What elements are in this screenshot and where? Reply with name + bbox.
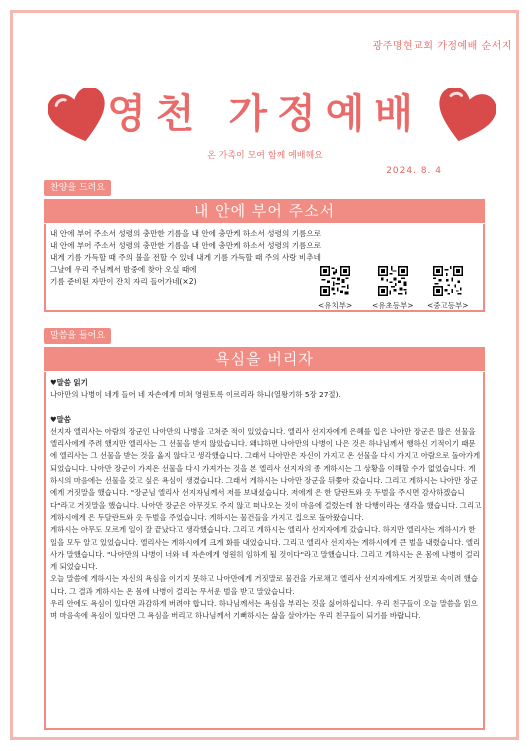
page-title: 영천 가정예배 bbox=[107, 91, 423, 137]
lyric-line: 내 안에 부어 주소서 성령의 충만한 기름을 내 안에 충만케 하소서 성령의 기름으로 bbox=[50, 229, 322, 238]
lyric-line: 그날에 우리 주님께서 밤중에 찾아 오실 때에 bbox=[50, 265, 197, 274]
praise-tag: 찬양을 드려요 bbox=[44, 180, 111, 196]
qr-code-icon bbox=[320, 266, 350, 296]
sermon-paragraph: 오늘 말씀에 게하시는 자신의 욕심을 이기지 못하고 나아만에게 거짓말로 물건을 가로채고 엘리사 선지자에게도 거짓말로 속이려 했습니다. 그 결과 게하시는 온 몸에 나병이 걸리는 무서운 벌을 받고 말았습니다. bbox=[50, 574, 478, 596]
qr-code-elementary[interactable] bbox=[372, 266, 414, 311]
word-heading: ♥말씀 bbox=[50, 414, 71, 424]
church-name: 광주명현교회 가정예배 순서지 bbox=[372, 41, 512, 52]
qr-label: <유치부> bbox=[318, 301, 353, 310]
sermon-paragraph: 우리 안에도 욕심이 있다면 과감하게 버려야 합니다. 하나님께서는 욕심을 부리는 것을 싫어하십니다. 우리 친구들이 오늘 말씀을 읽으며 마음속에 욕심이 있다면 그 욕심을 버리고 하나님께서 기뻐하시는 삶을 살아가는 우리 친구들이 되기를 바랍니다. bbox=[50, 599, 478, 621]
sermon-body bbox=[50, 377, 482, 623]
reading-text: 나아만의 나병이 네게 들어 네 자손에게 미쳐 영원토록 이르리라 하니(열왕기하 5장 27절). bbox=[50, 390, 341, 400]
qr-code-icon bbox=[433, 266, 463, 296]
page-subtitle: 온 가족이 모여 함께 예배해요 bbox=[207, 151, 323, 161]
sermon-paragraph: 게하시는 아무도 모르게 일이 잘 끝났다고 생각했습니다. 그리고 게하시는 엘리사 선지자에게 갔습니다. 하지만 엘리사는 게하시가 한 일을 모두 알고 있었습니다. 엘리사는 게하시에게 크게 화를 내었습니다. 그리고 엘리사 선지자는 게하시에게 큰 벌을 내렸습니다. 엘리사가 말했습니다. "나아만의 나병이 너와 네 자손에게 영원히 임하게 될 것이다"라고 말했습니다. 그리고 게하시는 온 몸에 나병이 걸리게 되었습니다. bbox=[50, 525, 481, 572]
qr-code-youth[interactable] bbox=[427, 266, 469, 311]
qr-code-kindergarten[interactable] bbox=[318, 266, 352, 311]
qr-label: <유초등부> bbox=[372, 301, 414, 310]
lyric-line: 내게 기름 가득할 때 주의 불을 전할 수 있네 내게 기름 가득할 때 주의 사랑 비추네 bbox=[50, 253, 321, 262]
song-lyrics bbox=[50, 228, 420, 288]
qr-code-icon bbox=[378, 266, 408, 296]
sermon-paragraph: 선지자 엘리사는 아람의 장군인 나아만의 나병을 고쳐준 적이 있었습니다. 엘리사 선지자에게 은혜를 입은 나아만 장군은 많은 선물을 엘리사에게 주려 했지만 엘리사는 그 선물을 받지 않았습니다. 왜냐하면 나아만의 나병이 나은 것은 하나님께서 행하신 기적이기 때문에 엘리사는 그 선물을 받는 것을 옳지 않다고 생각했습니다. 그래서 나아만은 자신이 가지고 온 선물을 다시 가지고 아람으로 돌아가게 되었습니다. 나아만 장군이 가져온 선물을 다시 가져가는 것을 본 엘리사 선지자의 종 게하시는 그 상황을 이해할 수가 없었습니다. 게하시의 마음에는 선물을 갖고 싶은 욕심이 생겼습니다. 그래서 게하시는 나아만 장군을 뒤쫓아 갔습니다. 그리고 게하시는 나아만 장군에게 거짓말을 했습니다. "장군님 엘리사 선지자님께서 저를 보내셨습니다. 저에게 은 한 달란트와 옷 두벌을 주시면 감사하겠습니다"라고 거짓말을 했습니다. 나아만 장군은 아무것도 주지 않고 떠나오는 것이 마음에 걸렸는데 참 다행이라는 생각을 했습니다. 그리고 게하시에게 은 두달란트와 옷 두벌을 주었습니다. 게하시는 물건들을 가지고 집으로 돌아왔습니다. bbox=[50, 426, 482, 522]
sermon-tag: 말씀을 들어요 bbox=[44, 328, 111, 344]
lyric-line: 기름 준비된 자만이 잔치 자리 들어가네(×2) bbox=[50, 277, 197, 286]
worship-date: 2024. 8. 4 bbox=[386, 166, 442, 176]
qr-label: <중고등부> bbox=[427, 301, 469, 310]
sermon-title: 욕심을 버리자 bbox=[44, 347, 485, 371]
reading-heading: ♥말씀 읽기 bbox=[50, 378, 88, 387]
lyric-line: 내 안에 부어 주소서 성령의 충만한 기름을 내 안에 충만케 하소서 성령의 기름으로 bbox=[50, 241, 322, 250]
song-title: 내 안에 부어 주소서 bbox=[44, 199, 485, 223]
